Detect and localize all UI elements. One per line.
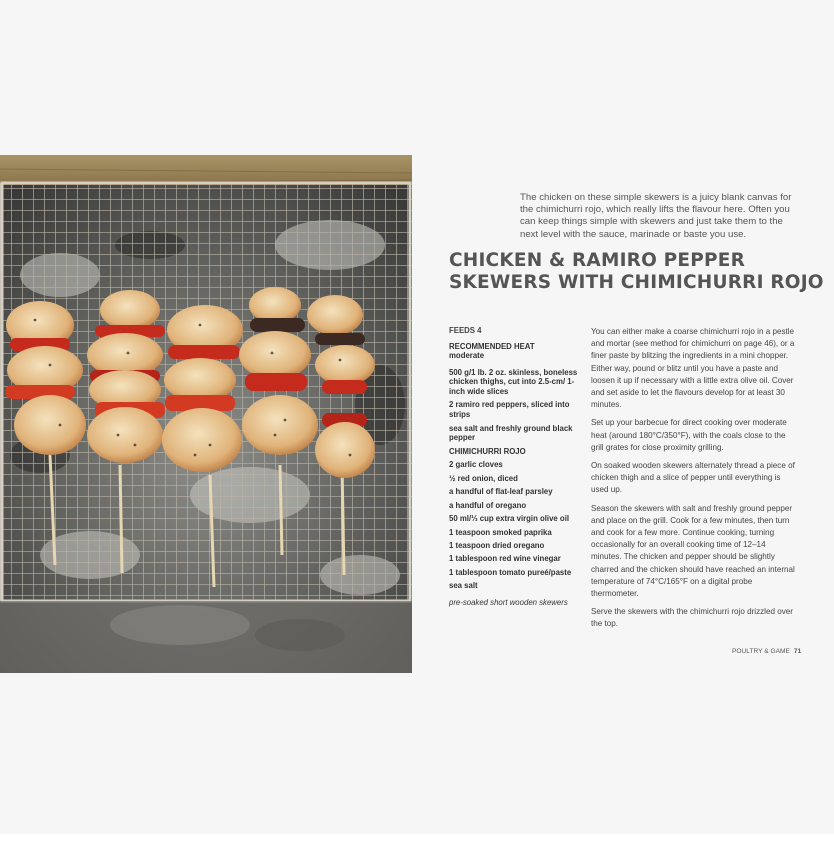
feeds-label: FEEDS 4 [449, 326, 482, 335]
method-step: On soaked wooden skewers alternately thread a piece of chicken thigh and a slice of pepper until everything is used up. [591, 461, 795, 495]
equipment-note: pre-soaked short wooden skewers [449, 598, 568, 608]
recipe-title-line-2: SKEWERS WITH CHIMICHURRI ROJO [449, 272, 824, 293]
chimichurri-ingredient: a handful of oregano [449, 500, 527, 510]
method-step: Season the skewers with salt and freshly ground pepper and place on the grill. Cook for a few minutes, then turn and cook for a few more. Continue cooking, turning occasionally for an overall cooking time of 12–14 minutes. The chicken and pepper should be slightly charred and the chicken should have reached an internal temperature of 74°C/165°F on a digital probe thermometer. [591, 503, 795, 599]
chimichurri-ingredient: 50 ml/⅓ cup extra virgin olive oil [449, 514, 570, 524]
intro-paragraph: The chicken on these simple skewers is a juicy blank canvas for the chimichurri rojo, which really lifts the flavour here. Often you can keep things simple with skewers and just take them to the next level with the sauce, marinade or baste you use. [520, 192, 792, 240]
chimichurri-ingredient: a handful of flat-leaf parsley [449, 487, 553, 497]
footer-section: POULTRY & GAME [732, 648, 790, 655]
method-step: Serve the skewers with the chimichurri rojo drizzled over the top. [591, 607, 793, 629]
recommended-heat-label: RECOMMENDED HEAT [449, 341, 535, 351]
chimichurri-ingredient: 1 tablespoon tomato pureé/paste [449, 567, 572, 577]
recommended-heat-value: moderate [449, 351, 485, 361]
page-number: 71 [793, 648, 802, 655]
recipe-title [449, 250, 824, 294]
chimichurri-ingredient: sea salt [449, 581, 478, 591]
skewers-photo [0, 155, 412, 673]
method-step: You can either make a coarse chimichurri rojo in a pestle and mortar (see method for chimichurri on page 46), or a finer paste by blitzing the ingredients in a mini chopper. Either way, pound or blitz until you have a paste and loosen it up if necessary with a little extra olive oil. Cover and set aside to let the flavours develop for at least 30 minutes. [591, 327, 795, 410]
chimichurri-ingredient: 1 tablespoon red wine vinegar [449, 554, 561, 564]
method-column [591, 326, 797, 637]
ingredient-item: 500 g/1 lb. 2 oz. skinless, boneless chicken thighs, cut into 2.5-cm/ 1-inch wide slices [449, 367, 578, 396]
chimichurri-ingredient: ½ red onion, diced [449, 473, 518, 483]
page-footer [732, 648, 802, 655]
ingredients-column [449, 326, 581, 608]
method-step: Set up your barbecue for direct cooking over moderate heat (around 180°C/350°F), with the coals close to the grill grates for close proximity grilling. [591, 418, 787, 452]
chimichurri-heading: CHIMICHURRI ROJO [449, 446, 526, 456]
recipe-title-line-1: CHICKEN & RAMIRO PEPPER [449, 250, 746, 271]
chimichurri-ingredient: 1 teaspoon smoked paprika [449, 527, 552, 537]
ingredient-item: 2 ramiro red peppers, sliced into strips [449, 400, 570, 420]
chimichurri-ingredient: 1 teaspoon dried oregano [449, 541, 545, 550]
page-bottom-strip [0, 834, 834, 858]
ingredient-item: sea salt and freshly ground black pepper [449, 423, 573, 443]
chimichurri-ingredient: 2 garlic cloves [449, 460, 503, 470]
